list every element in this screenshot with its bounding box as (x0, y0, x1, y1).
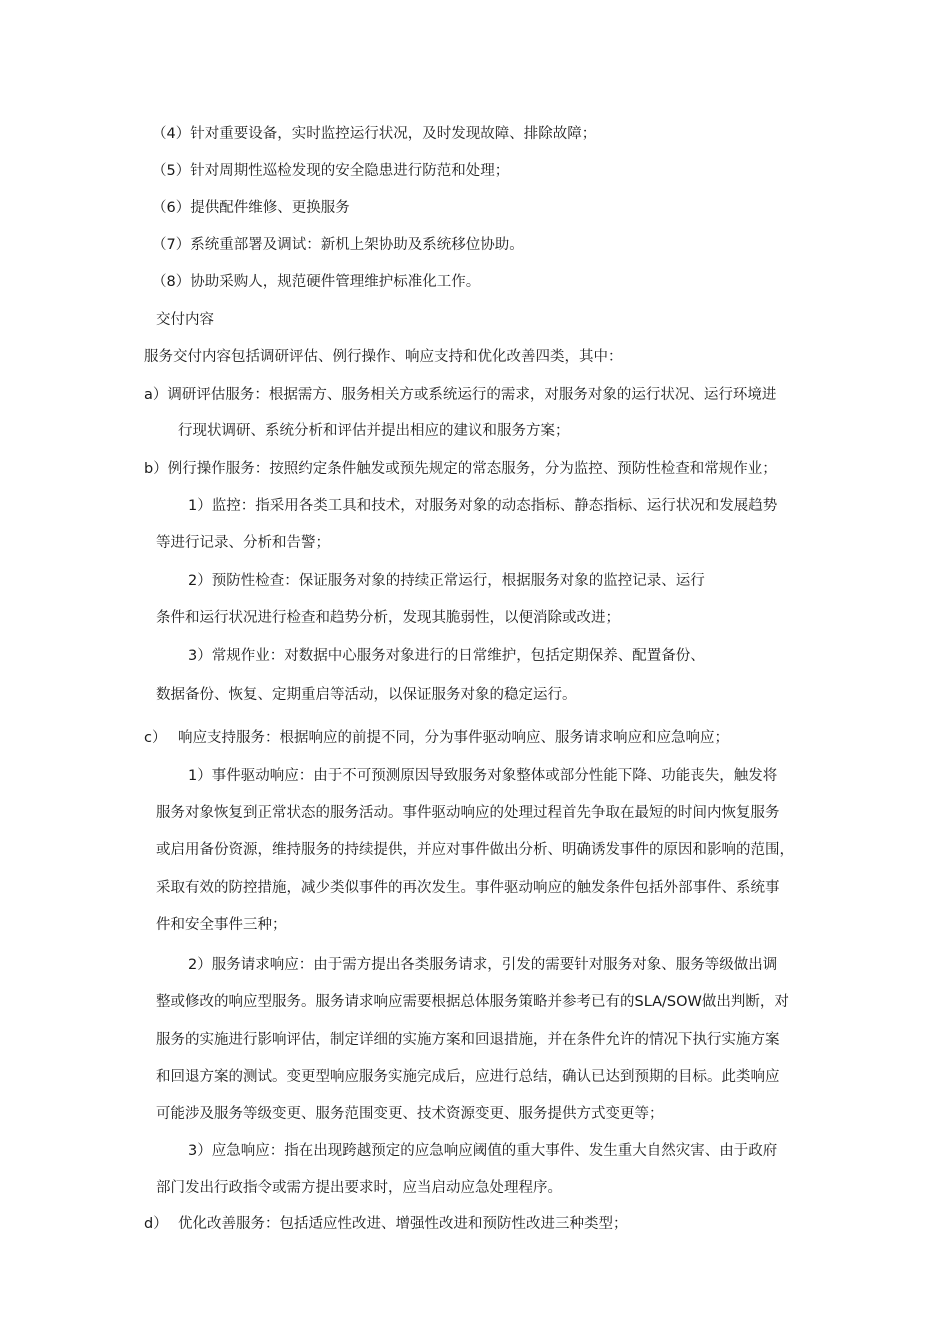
item-c-sub-line: 或启用备份资源，维持服务的持续提供，并应对事件做出分析、明确诱发事件的原因和影响的范围， (156, 842, 794, 858)
item-c-sub-line: 1）事件驱动响应：由于不可预测原因导致服务对象整体或部分性能下降、功能丧失，触发将 (188, 768, 778, 784)
section-heading: 交付内容 (156, 312, 214, 328)
list-item: （4）针对重要设备，实时监控运行状况，及时发现故障、排除故障； (152, 126, 597, 142)
list-item: （5）针对周期性巡检发现的安全隐患进行防范和处理； (152, 163, 510, 179)
item-c-line: 响应支持服务：根据响应的前提不同，分为事件驱动响应、服务请求响应和应急响应； (178, 730, 729, 746)
item-c-sub-line: 3）应急响应：指在出现跨越预定的应急响应阈值的重大事件、发生重大自然灾害、由于政府 (188, 1143, 778, 1159)
item-c-sub-line: 采取有效的防控措施，减少类似事件的再次发生。事件驱动响应的触发条件包括外部事件、系统事 (156, 880, 780, 896)
item-b-sub-line: 3）常规作业：对数据中心服务对象进行的日常维护，包括定期保养、配置备份、 (188, 648, 705, 664)
item-c-sub-line: 和回退方案的测试。变更型响应服务实施完成后，应进行总结，确认已达到预期的目标。此类响应 (156, 1069, 780, 1085)
item-d-line: 优化改善服务：包括适应性改进、增强性改进和预防性改进三种类型； (178, 1216, 628, 1232)
item-a-line: 行现状调研、系统分析和评估并提出相应的建议和服务方案； (178, 423, 570, 439)
item-c-sub-line: 2）服务请求响应：由于需方提出各类服务请求，引发的需要针对服务对象、服务等级做出调 (188, 957, 778, 973)
item-c-marker: c） (144, 730, 167, 746)
item-c-sub-line: 服务对象恢复到正常状态的服务活动。事件驱动响应的处理过程首先争取在最短的时间内恢复服务 (156, 805, 780, 821)
item-c-sub-line: 整或修改的响应型服务。服务请求响应需要根据总体服务策略并参考已有的SLA/SOW做出判断，对 (156, 994, 789, 1010)
item-b-sub-line: 数据备份、恢复、定期重启等活动，以保证服务对象的稳定运行。 (156, 687, 577, 703)
item-a-line: a）调研评估服务：根据需方、服务相关方或系统运行的需求，对服务对象的运行状况、运行环境进 (144, 387, 777, 403)
item-c-sub-line: 可能涉及服务等级变更、服务范围变更、技术资源变更、服务提供方式变更等； (156, 1106, 664, 1122)
item-b-sub-line: 2）预防性检查：保证服务对象的持续正常运行，根据服务对象的监控记录、运行 (188, 573, 705, 589)
item-b-sub-line: 条件和运行状况进行检查和趋势分析，发现其脆弱性，以便消除或改进； (156, 610, 620, 626)
list-item: （6）提供配件维修、更换服务 (152, 200, 350, 216)
item-b-line: b）例行操作服务：按照约定条件触发或预先规定的常态服务，分为监控、预防性检查和常规作业； (144, 461, 777, 477)
item-c-sub-line: 服务的实施进行影响评估，制定详细的实施方案和回退措施，并在条件允许的情况下执行实施方案 (156, 1032, 780, 1048)
item-b-sub-line: 等进行记录、分析和告警； (156, 535, 330, 551)
intro-paragraph: 服务交付内容包括调研评估、例行操作、响应支持和优化改善四类，其中： (144, 349, 623, 365)
list-item: （8）协助采购人，规范硬件管理维护标准化工作。 (152, 274, 481, 290)
item-c-sub-line: 部门发出行政指令或需方提出要求时，应当启动应急处理程序。 (156, 1180, 562, 1196)
item-c-sub-line: 件和安全事件三种； (156, 917, 287, 933)
item-d-marker: d） (144, 1216, 168, 1232)
item-b-sub-line: 1）监控：指采用各类工具和技术，对服务对象的动态指标、静态指标、运行状况和发展趋势 (188, 498, 778, 514)
list-item: （7）系统重部署及调试：新机上架协助及系统移位协助。 (152, 237, 524, 253)
